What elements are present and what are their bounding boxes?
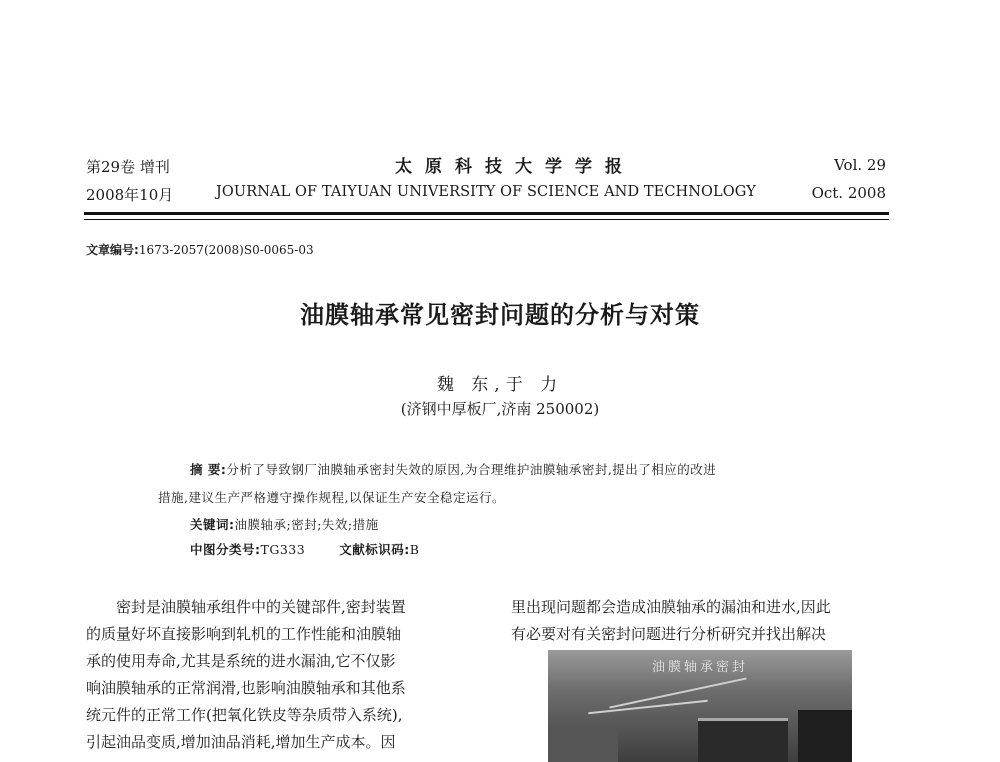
abstract-text-1: 分析了导致钢厂油膜轴承密封失效的原因,为合理维护油膜轴承密封,提出了相应的改进 bbox=[226, 462, 717, 477]
journal-title-cn: 太原科技大学学报 bbox=[395, 157, 635, 177]
doc-code-value: B bbox=[409, 542, 420, 557]
header-volume-en: Vol. 29 bbox=[834, 156, 886, 174]
keywords bbox=[190, 515, 379, 533]
journal-title-en: JOURNAL OF TAIYUAN UNIVERSITY OF SCIENCE AND TECHNOLOGY bbox=[216, 184, 756, 200]
body-line: 里出现问题都会造成油膜轴承的漏油和进水,因此 bbox=[511, 598, 831, 616]
paper-title: 油膜轴承常见密封问题的分析与对策 bbox=[300, 301, 700, 329]
article-number-label: 文章编号: bbox=[86, 243, 139, 257]
header-volume-cn: 第29卷 增刊 bbox=[86, 158, 170, 176]
figure-housing bbox=[798, 710, 852, 762]
figure-photo bbox=[548, 650, 852, 762]
header-date-cn: 2008年10月 bbox=[86, 186, 174, 204]
figure-leader-line bbox=[588, 700, 708, 715]
authors: 魏 东,于 力 bbox=[436, 375, 564, 395]
header-date-en: Oct. 2008 bbox=[811, 184, 886, 202]
body-line: 承的使用寿命,尤其是系统的进水漏油,它不仅影 bbox=[86, 652, 396, 670]
classification bbox=[190, 540, 419, 558]
body-line: 统元件的正常工作(把氧化铁皮等杂质带入系统), bbox=[86, 706, 403, 724]
body-right-column bbox=[511, 594, 891, 648]
figure-edge bbox=[698, 718, 788, 721]
abstract-line-1 bbox=[190, 460, 716, 478]
header-rule-thick bbox=[84, 212, 889, 215]
header-rule-thin bbox=[84, 219, 889, 220]
body-line: 引起油品变质,增加油品消耗,增加生产成本。因 bbox=[86, 733, 396, 751]
body-left-column bbox=[86, 594, 486, 756]
clc-value: TG333 bbox=[260, 542, 306, 557]
body-line: 的质量好坏直接影响到轧机的工作性能和油膜轴 bbox=[86, 625, 402, 643]
abstract-text-2: 措施,建议生产严格遵守操作规程,以保证生产安全稳定运行。 bbox=[158, 490, 505, 505]
body-line: 密封是油膜轴承组件中的关键部件,密封装置 bbox=[116, 598, 406, 616]
article-number-value: 1673-2057(2008)S0-0065-03 bbox=[138, 243, 314, 257]
keywords-label: 关键词: bbox=[190, 517, 235, 532]
article-number bbox=[86, 241, 314, 258]
figure-caption: 油膜轴承密封 bbox=[651, 660, 748, 675]
body-line: 响油膜轴承的正常润滑,也影响油膜轴承和其他系 bbox=[86, 679, 406, 697]
figure-bearing-block bbox=[698, 720, 788, 762]
doc-code-label: 文献标识码: bbox=[339, 542, 410, 557]
clc-label: 中图分类号: bbox=[190, 542, 261, 557]
abstract-label: 摘 要: bbox=[190, 462, 227, 477]
keywords-value: 油膜轴承;密封;失效;措施 bbox=[234, 517, 379, 532]
figure-base bbox=[548, 730, 618, 762]
affiliation: (济钢中厚板厂,济南 250002) bbox=[400, 400, 600, 418]
abstract-line-2 bbox=[158, 488, 505, 506]
body-line: 有必要对有关密封问题进行分析研究并找出解决 bbox=[511, 625, 827, 643]
